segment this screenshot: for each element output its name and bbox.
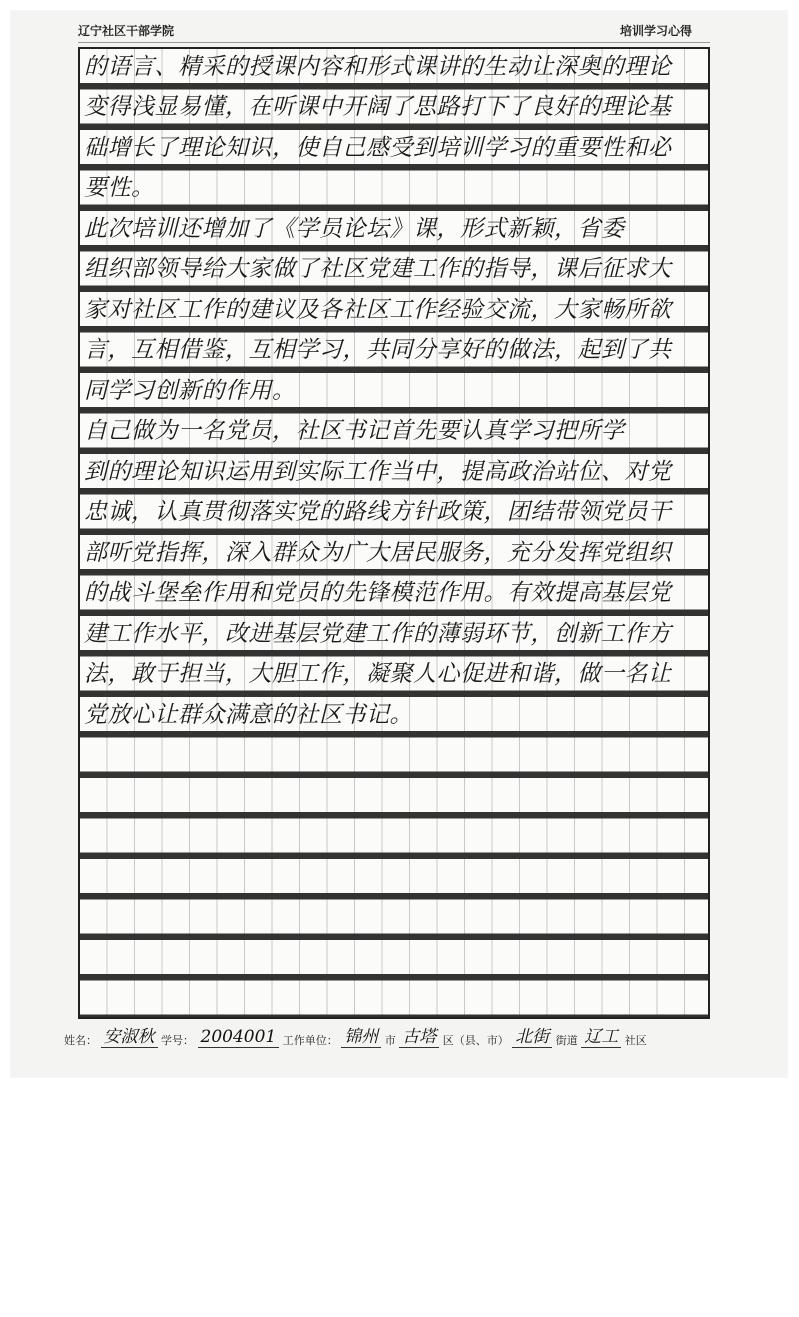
name-value: 安淑秋 xyxy=(101,1022,158,1048)
header-title: 培训学习心得 xyxy=(620,24,693,38)
name-label: 姓名： xyxy=(64,1034,97,1047)
text-line: 自己做为一名党员，社区书记首先要认真学习把所学 xyxy=(84,418,625,444)
text-line: 部听党指挥，深入群众为广大居民服务，充分发挥党组织 xyxy=(84,540,672,566)
city-value: 锦州 xyxy=(341,1022,381,1048)
district-unit: 区（县、市） xyxy=(442,1034,509,1047)
text-line: 言，互相借鉴，互相学习，共同分享好的做法，起到了共 xyxy=(84,337,672,363)
text-line: 要性。 xyxy=(84,175,155,201)
community-value: 辽工 xyxy=(581,1022,621,1048)
street-value: 北街 xyxy=(512,1022,552,1048)
text-line: 法，敢于担当，大胆工作，凝聚人心促进和谐，做一名让 xyxy=(84,661,672,687)
text-line: 此次培训还增加了《学员论坛》课，形式新颖，省委 xyxy=(84,216,625,242)
work-label: 工作单位： xyxy=(282,1034,338,1047)
text-line: 建工作水平，改进基层党建工作的薄弱环节，创新工作方 xyxy=(84,621,672,647)
city-unit: 市 xyxy=(384,1034,396,1047)
community-unit: 社区 xyxy=(624,1034,647,1047)
text-line: 的战斗堡垒作用和党员的先锋模范作用。有效提高基层党 xyxy=(84,580,672,606)
signature-footer xyxy=(64,1022,764,1047)
header-rule xyxy=(78,42,710,43)
text-line: 组织部领导给大家做了社区党建工作的指导，课后征求大 xyxy=(84,256,672,282)
text-line: 变得浅显易懂，在听课中开阔了思路打下了良好的理论基 xyxy=(84,94,672,120)
text-line: 到的理论知识运用到实际工作当中，提高政治站位、对党 xyxy=(84,459,672,485)
text-line: 同学习创新的作用。 xyxy=(84,378,296,404)
text-line: 的语言、精采的授课内容和形式课讲的生动让深奥的理论 xyxy=(84,54,672,80)
text-line: 党放心让群众满意的社区书记。 xyxy=(84,702,413,728)
district-value: 古塔 xyxy=(399,1022,439,1048)
street-unit: 街道 xyxy=(555,1034,578,1047)
id-label: 学号： xyxy=(161,1034,194,1047)
header-institution: 辽宁社区干部学院 xyxy=(78,24,175,38)
text-line: 家对社区工作的建议及各社区工作经验交流，大家畅所欲 xyxy=(84,297,672,323)
id-value: 2004001 xyxy=(198,1027,280,1048)
text-line: 础增长了理论知识，使自己感受到培训学习的重要性和必 xyxy=(84,135,672,161)
text-line: 忠诚，认真贯彻落实党的路线方针政策，团结带领党员干 xyxy=(84,499,672,525)
